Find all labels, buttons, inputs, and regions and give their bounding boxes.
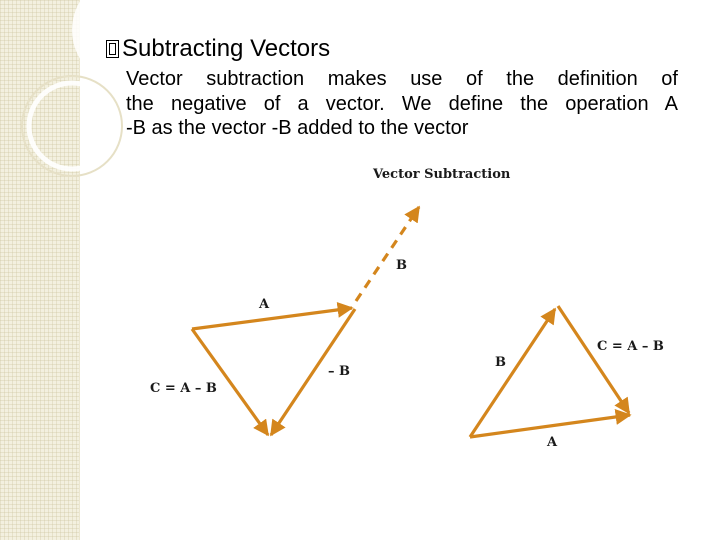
body-line-2: the negative of a vector. We define the operation A bbox=[126, 92, 678, 115]
vector-a-right-arrow bbox=[470, 415, 630, 437]
label-a-right: A bbox=[547, 435, 558, 450]
label-a-left: A bbox=[259, 297, 270, 312]
body-line-1: Vector subtraction makes use of the definition of bbox=[126, 68, 678, 90]
vector-c-right-arrow bbox=[558, 306, 629, 413]
label-c-left: C = A – B bbox=[150, 381, 217, 396]
vector-b-dashed-arrow bbox=[356, 207, 419, 301]
figure-caption: Vector Subtraction bbox=[373, 167, 511, 182]
label-b-right: B bbox=[495, 355, 506, 370]
label-neg-b-left: – B bbox=[328, 364, 351, 379]
label-c-right: C = A – B bbox=[597, 339, 664, 354]
vector-b-right-arrow bbox=[470, 309, 555, 437]
vector-a-arrow bbox=[192, 308, 352, 329]
slide-title-text: Subtracting Vectors bbox=[122, 35, 331, 62]
body-line-3: -B as the vector -B added to the vector bbox=[126, 117, 469, 139]
label-b-left: B bbox=[396, 258, 407, 273]
left-vector-diagram bbox=[150, 207, 419, 435]
right-vector-diagram bbox=[470, 306, 664, 450]
